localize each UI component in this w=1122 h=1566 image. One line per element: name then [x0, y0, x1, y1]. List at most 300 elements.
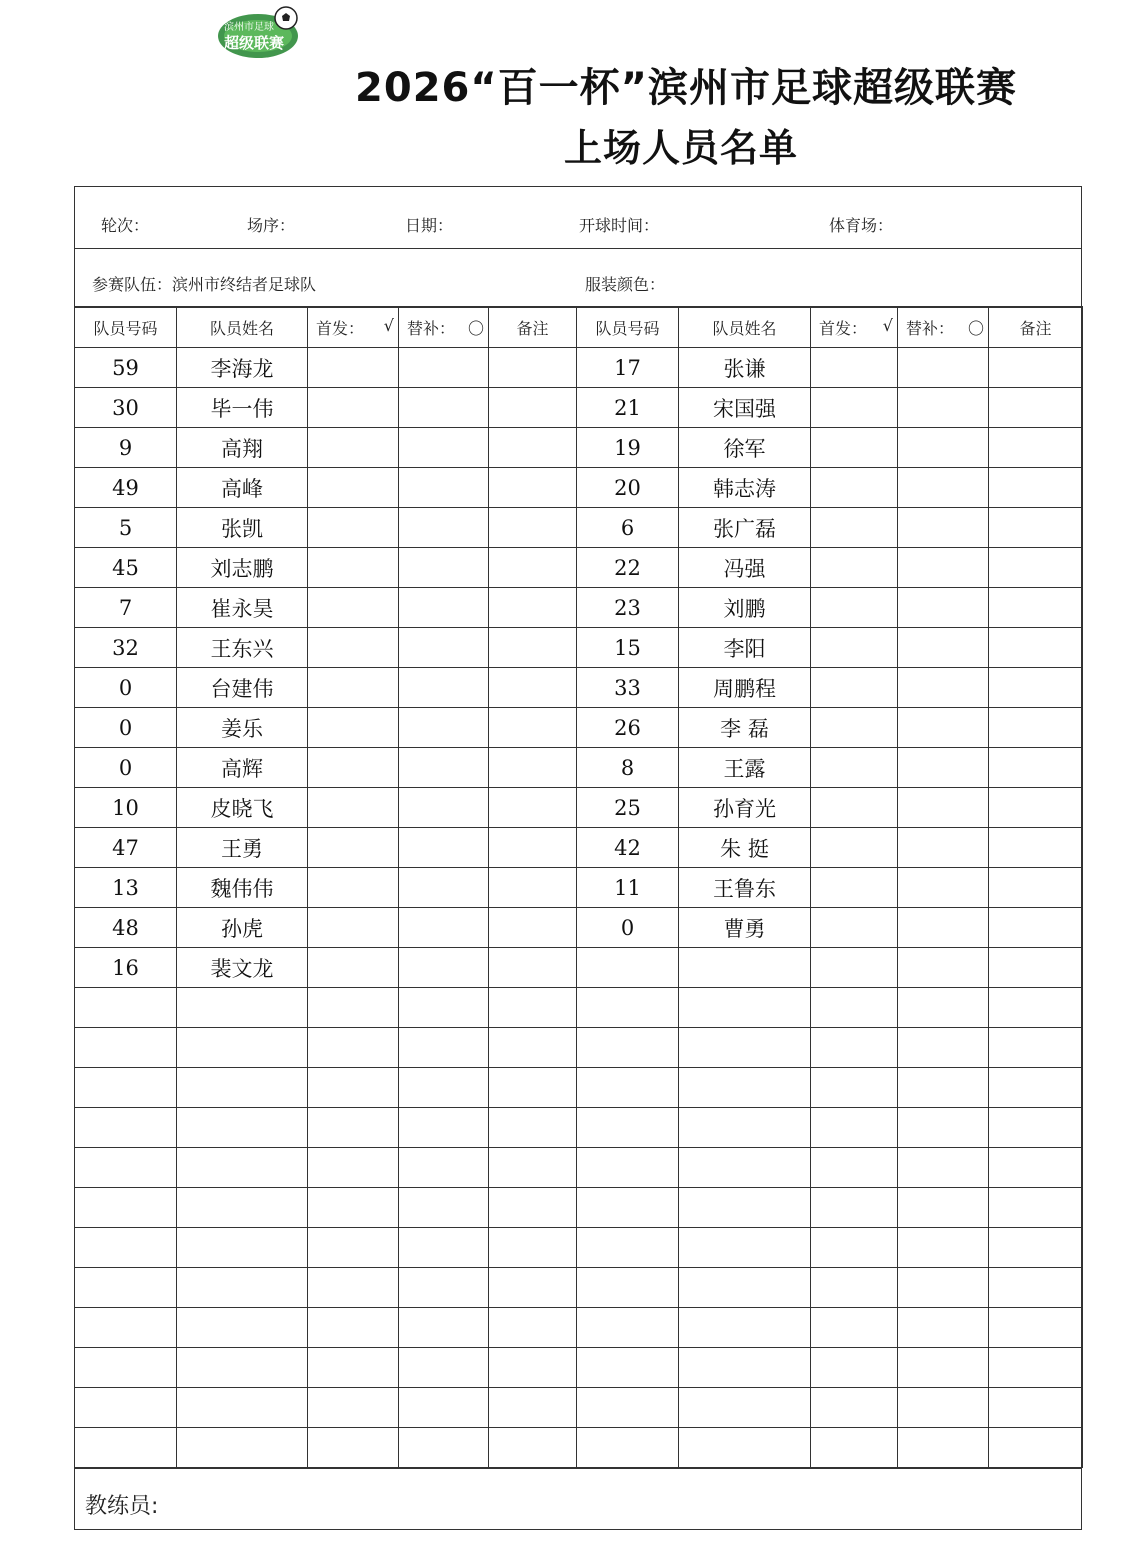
substitute-cell	[399, 428, 489, 468]
remarks-cell	[489, 788, 577, 828]
starter-cell	[811, 628, 898, 668]
remarks-cell	[489, 748, 577, 788]
remarks-cell	[989, 588, 1083, 628]
page-subtitle: 上场人员名单	[563, 126, 798, 170]
player-number-cell: 33	[577, 668, 679, 708]
player-number-cell	[577, 1068, 679, 1108]
player-number-cell: 25	[577, 788, 679, 828]
substitute-cell	[898, 908, 989, 948]
player-name-cell	[177, 1308, 308, 1348]
col-name: 队员姓名	[679, 307, 811, 348]
starter-cell	[308, 388, 399, 428]
remarks-cell	[989, 988, 1083, 1028]
col-starter: 首发： √	[308, 307, 399, 348]
player-number-cell: 48	[75, 908, 177, 948]
substitute-cell	[399, 468, 489, 508]
player-name-cell: 徐军	[679, 428, 811, 468]
starter-cell	[811, 708, 898, 748]
substitute-cell	[898, 1428, 989, 1468]
remarks-cell	[989, 708, 1083, 748]
player-name-cell: 王露	[679, 748, 811, 788]
remarks-cell	[489, 508, 577, 548]
player-name-cell: 刘鹏	[679, 588, 811, 628]
player-number-cell: 7	[75, 588, 177, 628]
player-number-cell: 47	[75, 828, 177, 868]
player-number-cell	[577, 1428, 679, 1468]
remarks-cell	[489, 348, 577, 388]
starter-cell	[811, 468, 898, 508]
remarks-cell	[489, 1428, 577, 1468]
substitute-cell	[399, 588, 489, 628]
player-name-cell: 韩志涛	[679, 468, 811, 508]
substitute-cell	[399, 548, 489, 588]
substitute-cell	[898, 868, 989, 908]
substitute-cell	[399, 668, 489, 708]
substitute-cell	[898, 1388, 989, 1428]
remarks-cell	[989, 348, 1083, 388]
starter-cell	[811, 1308, 898, 1348]
starter-cell	[811, 828, 898, 868]
player-name-cell	[679, 1108, 811, 1148]
substitute-cell	[898, 948, 989, 988]
starter-cell	[308, 1348, 399, 1388]
table-row	[75, 468, 1083, 508]
player-name-cell	[679, 1268, 811, 1308]
remarks-cell	[989, 628, 1083, 668]
substitute-cell	[898, 1148, 989, 1188]
table-row	[75, 828, 1083, 868]
remarks-cell	[489, 1108, 577, 1148]
substitute-cell	[898, 348, 989, 388]
remarks-cell	[489, 468, 577, 508]
remarks-cell	[489, 628, 577, 668]
col-remarks: 备注	[989, 307, 1083, 348]
player-number-cell	[75, 1068, 177, 1108]
player-number-cell	[75, 1108, 177, 1148]
starter-cell	[308, 348, 399, 388]
table-row	[75, 948, 1083, 988]
player-number-cell	[75, 1388, 177, 1428]
player-name-cell: 冯强	[679, 548, 811, 588]
substitute-cell	[399, 1028, 489, 1068]
table-row	[75, 788, 1083, 828]
player-number-cell	[577, 1188, 679, 1228]
table-row	[75, 1348, 1083, 1388]
starter-cell	[811, 388, 898, 428]
player-name-cell	[177, 1228, 308, 1268]
remarks-cell	[489, 1388, 577, 1428]
substitute-cell	[399, 948, 489, 988]
player-name-cell	[177, 1428, 308, 1468]
substitute-cell	[898, 988, 989, 1028]
player-name-cell	[679, 1228, 811, 1268]
player-number-cell	[577, 1228, 679, 1268]
player-name-cell: 王东兴	[177, 628, 308, 668]
starter-cell	[308, 468, 399, 508]
player-name-cell: 崔永昊	[177, 588, 308, 628]
remarks-cell	[989, 508, 1083, 548]
substitute-cell	[399, 988, 489, 1028]
starter-cell	[308, 428, 399, 468]
player-name-cell	[177, 1268, 308, 1308]
table-row	[75, 868, 1083, 908]
player-name-cell: 周鹏程	[679, 668, 811, 708]
starter-cell	[308, 908, 399, 948]
player-name-cell: 毕一伟	[177, 388, 308, 428]
table-row	[75, 348, 1083, 388]
starter-cell	[308, 1388, 399, 1428]
player-name-cell: 高辉	[177, 748, 308, 788]
coach-row	[75, 1468, 1081, 1529]
remarks-cell	[989, 1348, 1083, 1388]
player-number-cell	[75, 1268, 177, 1308]
starter-cell	[308, 1428, 399, 1468]
starter-cell	[308, 948, 399, 988]
player-name-cell: 魏伟伟	[177, 868, 308, 908]
substitute-cell	[399, 1228, 489, 1268]
player-number-cell: 10	[75, 788, 177, 828]
player-number-cell: 30	[75, 388, 177, 428]
col-substitute: 替补： 〇	[399, 307, 489, 348]
player-name-cell	[679, 1028, 811, 1068]
starter-cell	[308, 1228, 399, 1268]
substitute-cell	[898, 468, 989, 508]
player-number-cell	[75, 1428, 177, 1468]
player-name-cell	[177, 988, 308, 1028]
starter-cell	[811, 588, 898, 628]
remarks-cell	[489, 388, 577, 428]
player-name-cell: 皮晓飞	[177, 788, 308, 828]
player-number-cell	[75, 1308, 177, 1348]
player-number-cell	[75, 988, 177, 1028]
remarks-cell	[989, 428, 1083, 468]
substitute-cell	[399, 388, 489, 428]
player-number-cell: 15	[577, 628, 679, 668]
player-number-cell	[577, 1388, 679, 1428]
player-name-cell	[177, 1388, 308, 1428]
remarks-cell	[489, 1348, 577, 1388]
table-row	[75, 1428, 1083, 1468]
substitute-cell	[399, 1188, 489, 1228]
player-number-cell: 42	[577, 828, 679, 868]
substitute-cell	[399, 348, 489, 388]
substitute-cell	[898, 428, 989, 468]
starter-cell	[308, 548, 399, 588]
remarks-cell	[489, 1148, 577, 1188]
remarks-cell	[989, 1028, 1083, 1068]
substitute-cell	[898, 748, 989, 788]
circle-icon: 〇	[967, 318, 984, 338]
starter-cell	[308, 1308, 399, 1348]
table-row	[75, 748, 1083, 788]
remarks-cell	[989, 1428, 1083, 1468]
starter-cell	[811, 428, 898, 468]
substitute-cell	[399, 1388, 489, 1428]
player-name-cell	[177, 1028, 308, 1068]
starter-cell	[811, 1028, 898, 1068]
col-starter: 首发： √	[811, 307, 898, 348]
player-name-cell: 王勇	[177, 828, 308, 868]
remarks-cell	[489, 1188, 577, 1228]
player-name-cell: 高翔	[177, 428, 308, 468]
player-number-cell: 6	[577, 508, 679, 548]
player-number-cell: 5	[75, 508, 177, 548]
substitute-cell	[399, 1148, 489, 1188]
starter-cell	[811, 1068, 898, 1108]
starter-cell	[811, 668, 898, 708]
player-number-cell	[577, 1148, 679, 1188]
starter-cell	[308, 668, 399, 708]
player-number-cell: 0	[75, 748, 177, 788]
substitute-cell	[898, 1028, 989, 1068]
player-name-cell: 张广磊	[679, 508, 811, 548]
starter-cell	[811, 948, 898, 988]
player-number-cell: 59	[75, 348, 177, 388]
player-number-cell: 0	[577, 908, 679, 948]
substitute-cell	[898, 588, 989, 628]
player-name-cell: 张凯	[177, 508, 308, 548]
starter-cell	[811, 748, 898, 788]
starter-cell	[308, 748, 399, 788]
player-number-cell	[577, 1268, 679, 1308]
substitute-cell	[399, 1068, 489, 1108]
table-row	[75, 668, 1083, 708]
page-title: 2026“百一杯”滨州市足球超级联赛	[355, 65, 1017, 111]
substitute-cell	[399, 1308, 489, 1348]
starter-cell	[308, 828, 399, 868]
remarks-cell	[989, 548, 1083, 588]
starter-cell	[811, 1188, 898, 1228]
match-no-label: 场序：	[247, 216, 296, 235]
starter-cell	[308, 1068, 399, 1108]
player-name-cell	[177, 1348, 308, 1388]
remarks-cell	[989, 1268, 1083, 1308]
substitute-cell	[898, 1228, 989, 1268]
starter-cell	[811, 1348, 898, 1388]
remarks-cell	[489, 428, 577, 468]
player-name-cell	[679, 1348, 811, 1388]
roster-table	[74, 306, 1083, 1468]
table-row	[75, 428, 1083, 468]
remarks-cell	[489, 708, 577, 748]
substitute-cell	[898, 1348, 989, 1388]
player-name-cell	[177, 1188, 308, 1228]
league-logo	[214, 4, 304, 62]
starter-cell	[308, 988, 399, 1028]
substitute-cell	[399, 1428, 489, 1468]
player-name-cell: 台建伟	[177, 668, 308, 708]
player-name-cell: 李阳	[679, 628, 811, 668]
starter-cell	[308, 1188, 399, 1228]
table-row	[75, 1268, 1083, 1308]
col-remarks: 备注	[489, 307, 577, 348]
remarks-cell	[989, 668, 1083, 708]
table-row	[75, 388, 1083, 428]
player-name-cell: 刘志鹏	[177, 548, 308, 588]
table-row	[75, 588, 1083, 628]
table-row	[75, 988, 1083, 1028]
player-number-cell	[577, 988, 679, 1028]
remarks-cell	[989, 868, 1083, 908]
starter-cell	[811, 908, 898, 948]
remarks-cell	[989, 828, 1083, 868]
table-row	[75, 548, 1083, 588]
table-row	[75, 1028, 1083, 1068]
player-name-cell: 高峰	[177, 468, 308, 508]
player-number-cell: 11	[577, 868, 679, 908]
substitute-cell	[399, 508, 489, 548]
date-label: 日期：	[405, 216, 454, 235]
player-name-cell: 姜乐	[177, 708, 308, 748]
substitute-cell	[898, 1068, 989, 1108]
substitute-cell	[898, 1108, 989, 1148]
player-name-cell	[679, 1428, 811, 1468]
player-number-cell: 9	[75, 428, 177, 468]
remarks-cell	[989, 748, 1083, 788]
player-number-cell: 0	[75, 708, 177, 748]
player-name-cell	[679, 948, 811, 988]
starter-cell	[308, 1148, 399, 1188]
substitute-cell	[898, 708, 989, 748]
remarks-cell	[989, 908, 1083, 948]
table-row	[75, 1188, 1083, 1228]
remarks-cell	[489, 668, 577, 708]
player-number-cell	[75, 1148, 177, 1188]
remarks-cell	[489, 988, 577, 1028]
roster-sheet	[74, 186, 1082, 1530]
remarks-cell	[489, 1068, 577, 1108]
player-number-cell	[577, 1348, 679, 1388]
remarks-cell	[489, 1268, 577, 1308]
player-name-cell: 宋国强	[679, 388, 811, 428]
starter-cell	[308, 788, 399, 828]
substitute-cell	[399, 748, 489, 788]
remarks-cell	[989, 388, 1083, 428]
table-row	[75, 1388, 1083, 1428]
substitute-cell	[399, 868, 489, 908]
player-number-cell: 0	[75, 668, 177, 708]
team-info-row	[75, 248, 1081, 308]
starter-cell	[811, 548, 898, 588]
player-number-cell	[75, 1028, 177, 1068]
remarks-cell	[489, 1308, 577, 1348]
substitute-cell	[898, 1308, 989, 1348]
substitute-cell	[399, 628, 489, 668]
table-header-row	[75, 307, 1083, 348]
remarks-cell	[489, 908, 577, 948]
col-substitute: 替补： 〇	[898, 307, 989, 348]
starter-cell	[811, 988, 898, 1028]
player-name-cell	[177, 1068, 308, 1108]
substitute-cell	[898, 548, 989, 588]
player-number-cell	[75, 1228, 177, 1268]
svg-text:滨州市足球: 滨州市足球	[224, 22, 274, 33]
col-number: 队员号码	[577, 307, 679, 348]
starter-cell	[308, 628, 399, 668]
substitute-cell	[898, 388, 989, 428]
table-row	[75, 1148, 1083, 1188]
table-row	[75, 1228, 1083, 1268]
player-name-cell: 曹勇	[679, 908, 811, 948]
player-name-cell: 李 磊	[679, 708, 811, 748]
svg-text:超级联赛: 超级联赛	[224, 34, 285, 52]
kit-color-label: 服装颜色：	[585, 275, 666, 294]
substitute-cell	[898, 668, 989, 708]
player-number-cell: 16	[75, 948, 177, 988]
remarks-cell	[489, 1228, 577, 1268]
player-name-cell	[679, 1148, 811, 1188]
starter-cell	[811, 348, 898, 388]
starter-cell	[811, 868, 898, 908]
remarks-cell	[989, 1228, 1083, 1268]
remarks-cell	[989, 948, 1083, 988]
player-name-cell: 孙虎	[177, 908, 308, 948]
substitute-cell	[399, 1268, 489, 1308]
table-row	[75, 908, 1083, 948]
stadium-label: 体育场：	[829, 216, 894, 235]
remarks-cell	[989, 1388, 1083, 1428]
player-number-cell: 13	[75, 868, 177, 908]
player-number-cell	[75, 1348, 177, 1388]
substitute-cell	[399, 908, 489, 948]
substitute-cell	[898, 1268, 989, 1308]
substitute-cell	[898, 1188, 989, 1228]
starter-cell	[308, 1268, 399, 1308]
substitute-cell	[399, 788, 489, 828]
remarks-cell	[489, 1028, 577, 1068]
starter-cell	[811, 1428, 898, 1468]
player-name-cell	[679, 1068, 811, 1108]
player-number-cell: 26	[577, 708, 679, 748]
player-name-cell	[679, 1308, 811, 1348]
player-name-cell	[679, 1388, 811, 1428]
remarks-cell	[489, 948, 577, 988]
table-row	[75, 628, 1083, 668]
substitute-cell	[399, 1108, 489, 1148]
substitute-cell	[898, 828, 989, 868]
starter-cell	[308, 1108, 399, 1148]
player-name-cell: 朱 挺	[679, 828, 811, 868]
player-number-cell: 21	[577, 388, 679, 428]
player-name-cell: 王鲁东	[679, 868, 811, 908]
player-number-cell	[577, 1028, 679, 1068]
remarks-cell	[489, 548, 577, 588]
remarks-cell	[989, 468, 1083, 508]
player-number-cell: 19	[577, 428, 679, 468]
player-number-cell	[75, 1188, 177, 1228]
remarks-cell	[489, 828, 577, 868]
player-name-cell: 张谦	[679, 348, 811, 388]
col-name: 队员姓名	[177, 307, 308, 348]
remarks-cell	[989, 1068, 1083, 1108]
check-icon: √	[882, 315, 893, 335]
player-number-cell: 32	[75, 628, 177, 668]
check-icon: √	[383, 315, 394, 335]
substitute-cell	[399, 1348, 489, 1388]
player-number-cell: 45	[75, 548, 177, 588]
round-label: 轮次：	[101, 216, 150, 235]
player-name-cell	[679, 1188, 811, 1228]
starter-cell	[308, 508, 399, 548]
player-number-cell: 49	[75, 468, 177, 508]
kickoff-label: 开球时间：	[579, 216, 660, 235]
player-number-cell: 17	[577, 348, 679, 388]
starter-cell	[811, 1148, 898, 1188]
player-name-cell	[177, 1108, 308, 1148]
table-row	[75, 1308, 1083, 1348]
player-number-cell: 8	[577, 748, 679, 788]
remarks-cell	[489, 588, 577, 628]
